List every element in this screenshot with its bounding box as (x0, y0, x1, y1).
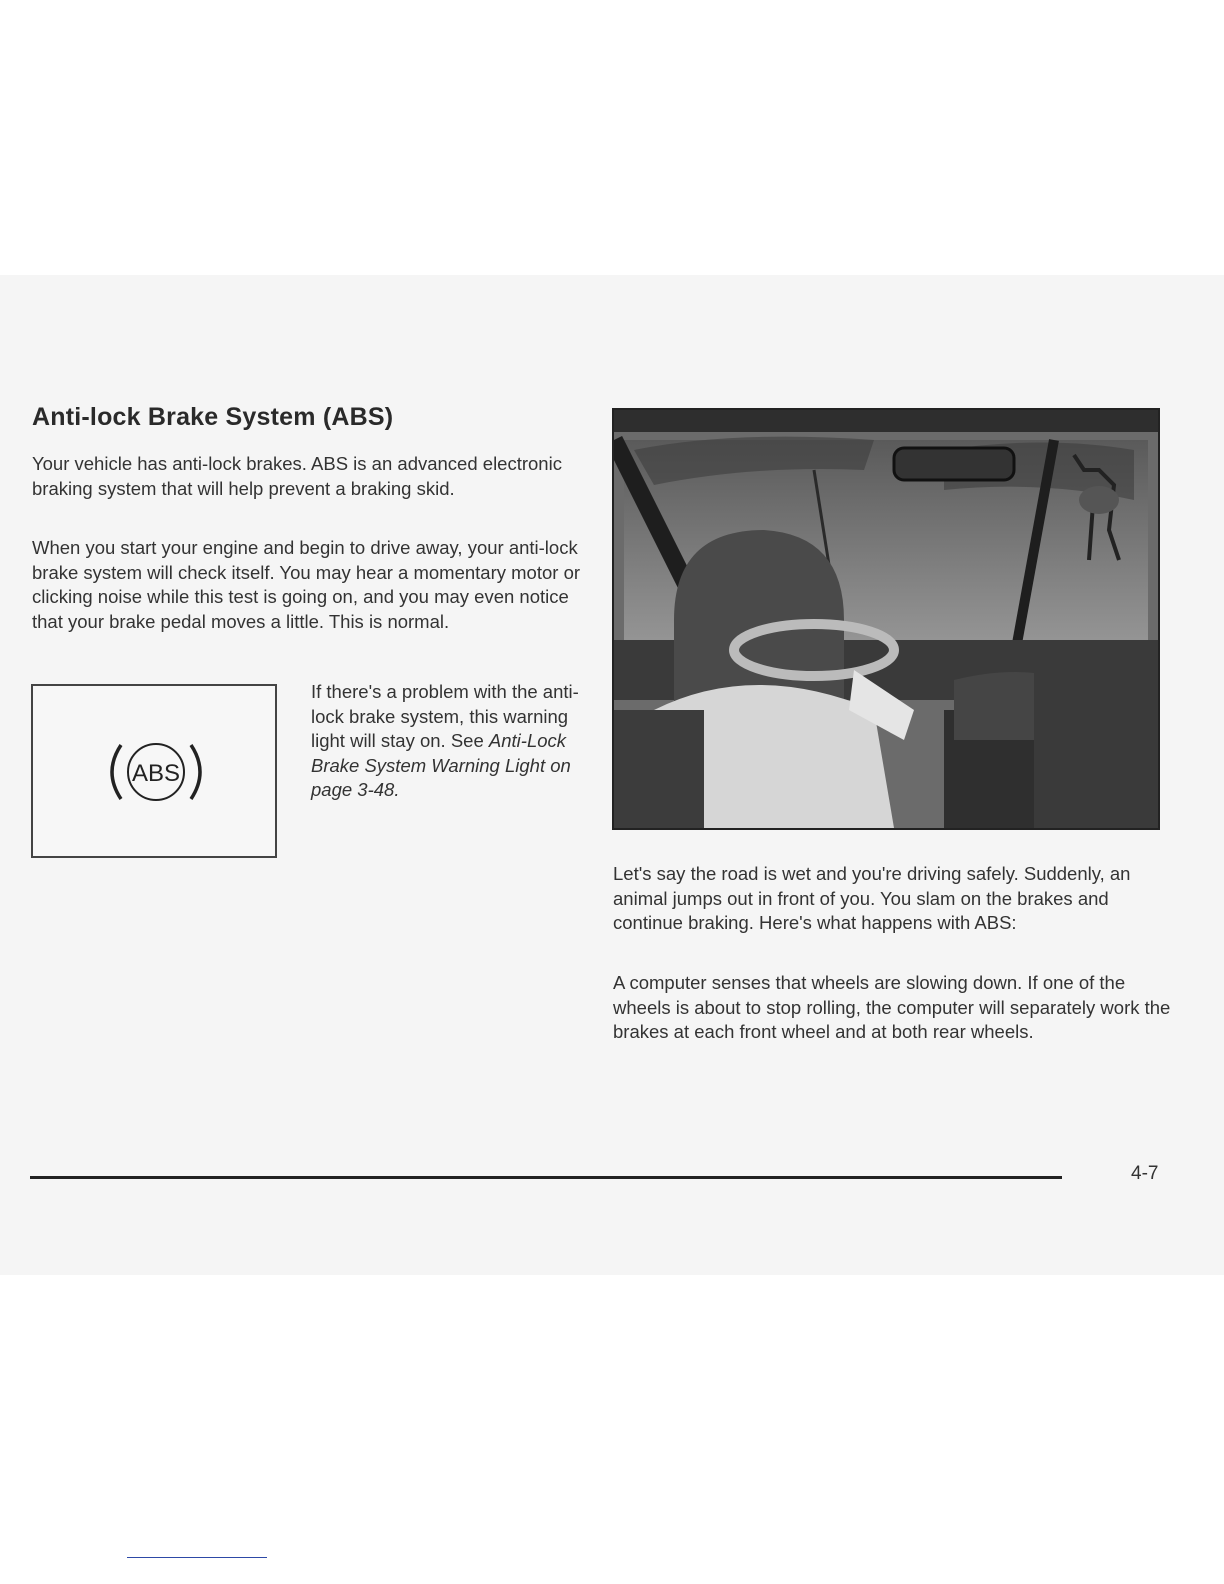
abs-icon-label: ABS (131, 760, 181, 787)
section-title: Anti-lock Brake System (ABS) (32, 403, 394, 431)
warning-text: If there's a problem with the anti-lock brake system, this warning light will stay on. See (311, 681, 579, 751)
computer-paragraph: A computer senses that wheels are slowing down. If one of the wheels is about to stop rolling, the computer will separately work the brakes at each front wheel and at both rear wheels. (613, 972, 1171, 1042)
abs-warning-icon (101, 739, 211, 805)
warning-paragraph (311, 680, 581, 803)
bottom-divider (127, 1557, 267, 1558)
driver-braking-illustration (612, 408, 1160, 830)
footer-rule (30, 1176, 1062, 1179)
page-number: 4-7 (1131, 1163, 1159, 1184)
scenario-paragraph: Let's say the road is wet and you're driving safely. Suddenly, an animal jumps out in front of you. You slam on the brakes and continue braking. Here's what happens with ABS: (613, 863, 1131, 933)
self-check-paragraph: When you start your engine and begin to drive away, your anti-lock brake system will check itself. You may hear a momentary motor or clicking noise while this test is going on, and you may even notice that your brake pedal moves a little. This is normal. (32, 537, 581, 632)
intro-paragraph: Your vehicle has anti-lock brakes. ABS is an advanced electronic braking system that will help prevent a braking skid. (32, 453, 562, 499)
abs-warning-light-box (31, 684, 277, 858)
warning-light-reference: Anti-Lock Brake System Warning Light on page 3-48. (311, 730, 571, 800)
